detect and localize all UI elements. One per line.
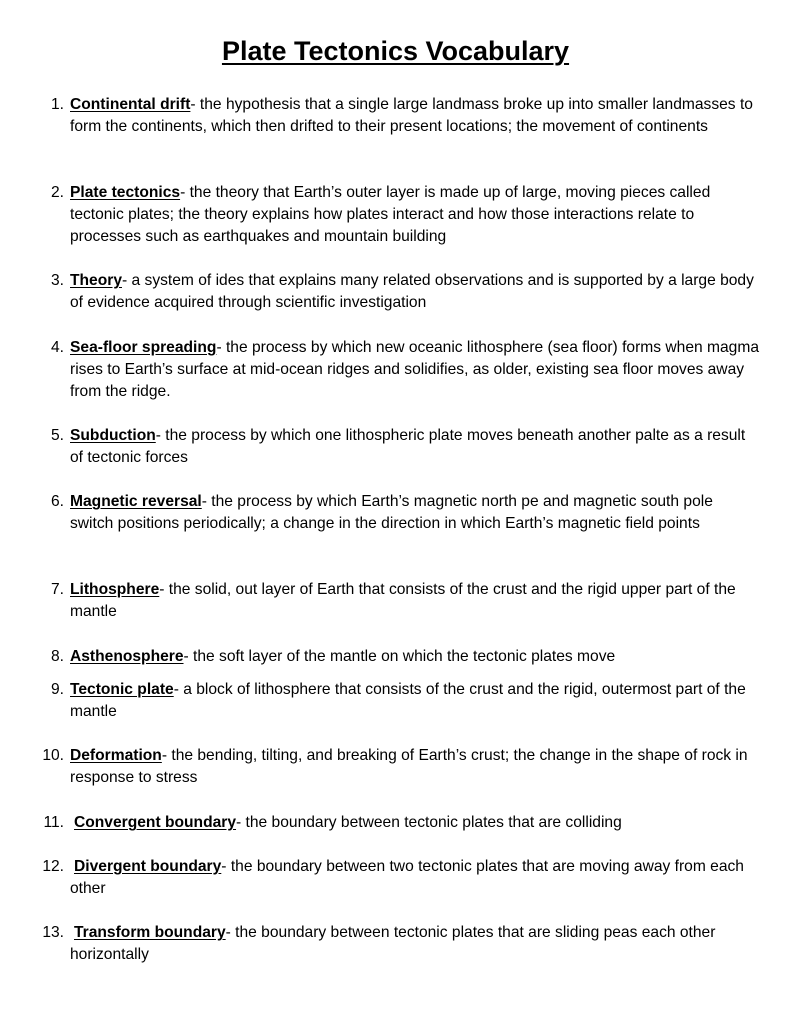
vocab-definition: - the hypothesis that a single large landmass broke up into smaller landmasses to form the continents, which then drifted to their present locations; the movement of continents	[70, 96, 753, 136]
item-number: 2.	[50, 184, 64, 201]
vocab-definition: - the bending, tilting, and breaking of Earth’s crust; the change in the shape of rock in response to stress	[70, 747, 748, 787]
item-text	[70, 745, 760, 789]
item-number: 3.	[50, 272, 64, 289]
vocab-term: Tectonic plate	[70, 681, 174, 698]
item-text	[70, 812, 760, 834]
item-text	[70, 579, 760, 623]
vocab-definition: - a block of lithosphere that consists of the crust and the rigid, outermost part of the mantle	[70, 681, 746, 721]
item-text	[70, 646, 760, 668]
vocab-term: Theory	[70, 272, 122, 289]
item-number: 11.	[43, 814, 64, 831]
vocab-definition: - the boundary between two tectonic plates that are moving away from each other	[70, 858, 744, 898]
vocab-term: Asthenosphere	[70, 648, 184, 665]
vocab-term: Continental drift	[70, 96, 191, 113]
vocab-definition: - the boundary between tectonic plates that are colliding	[236, 814, 622, 831]
item-number: 1.	[50, 96, 64, 113]
item-text	[70, 679, 760, 723]
item-text	[70, 270, 760, 314]
vocab-definition: - the process by which new oceanic lithosphere (sea floor) forms when magma rises to Earth’s surface at mid-ocean ridges and solidifies, as older, existing sea floor moves away from the ridge.	[70, 339, 759, 401]
item-text	[70, 856, 760, 900]
vocab-definition: - the theory that Earth’s outer layer is made up of large, moving pieces called tectonic plates; the theory explains how plates interact and how those interactions relate to processes such as earthquakes and mountain building	[70, 184, 711, 246]
item-text	[70, 94, 760, 138]
item-text	[70, 337, 760, 404]
item-text	[70, 491, 760, 535]
page-title: Plate Tectonics Vocabulary	[221, 36, 570, 66]
item-text	[70, 922, 760, 966]
item-number: 6.	[50, 493, 64, 510]
item-number: 13.	[42, 924, 64, 941]
vocab-definition: - the process by which Earth’s magnetic north pe and magnetic south pole switch positions periodically; a change in the direction in which Earth’s magnetic field points	[70, 493, 713, 533]
item-number: 8.	[50, 648, 64, 665]
item-text	[70, 182, 760, 249]
item-number: 7.	[50, 581, 64, 598]
vocab-term: Divergent boundary	[74, 858, 222, 875]
vocab-definition: - the soft layer of the mantle on which the tectonic plates move	[183, 648, 616, 665]
item-number: 4.	[50, 339, 64, 356]
vocab-term: Convergent boundary	[74, 814, 237, 831]
vocab-term: Subduction	[70, 427, 156, 444]
vocab-term: Deformation	[70, 747, 162, 764]
vocab-term: Plate tectonics	[70, 184, 181, 201]
vocab-term: Lithosphere	[70, 581, 160, 598]
vocab-term: Sea-floor spreading	[70, 339, 217, 356]
vocab-definition: - the solid, out layer of Earth that consists of the crust and the rigid upper part of the mantle	[70, 581, 736, 621]
vocab-definition: - the process by which one lithospheric plate moves beneath another palte as a result of tectonic forces	[70, 427, 746, 467]
item-text	[70, 425, 760, 469]
item-number: 10.	[42, 747, 64, 764]
vocab-definition: - a system of ides that explains many related observations and is supported by a large body of evidence acquired through scientific investigation	[70, 272, 754, 312]
item-number: 5.	[50, 427, 64, 444]
vocab-definition: - the boundary between tectonic plates that are sliding peas each other horizontally	[70, 924, 716, 964]
vocab-term: Transform boundary	[74, 924, 226, 941]
item-number: 9.	[50, 681, 64, 698]
vocab-term: Magnetic reversal	[70, 493, 202, 510]
item-number: 12.	[42, 858, 64, 875]
